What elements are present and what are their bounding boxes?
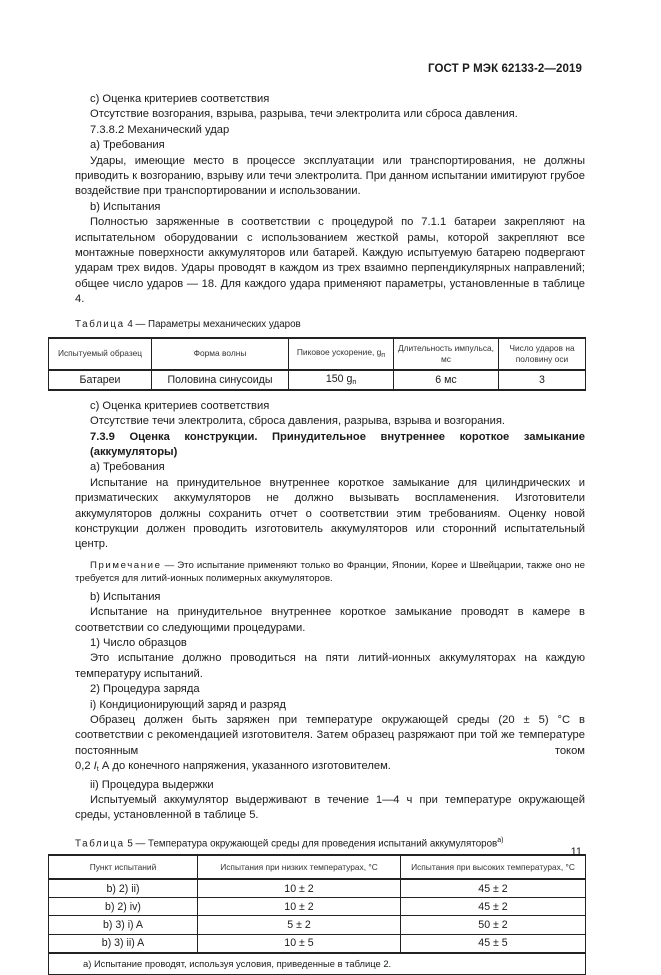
table-caption-label: Таблица (75, 838, 125, 850)
section-heading: 7.3.9 Оценка конструкции. Принудительное внутреннее короткое замыкание (аккумуляторы) (90, 430, 585, 458)
table-caption-label: Таблица (75, 318, 125, 330)
paragraph: Испытание на принудительное внутреннее короткое замыкание проводят в камере в соответствии со следующими процедурами. (75, 606, 585, 634)
table-cell: 45 ± 5 (401, 934, 586, 953)
table-row (49, 879, 586, 898)
paragraph: Отсутствие течи электролита, сброса давления, разрыва, взрыва и возгорания. (90, 415, 506, 428)
page-number: 11 (570, 846, 582, 858)
table4-caption (75, 318, 585, 331)
paragraph: 1) Число образцов (90, 636, 187, 649)
paragraph: c) Оценка критериев соответствия (90, 399, 270, 412)
paragraph: Удары, имеющие место в процессе эксплуатации или транспортирования, не должны приводить к возгоранию, взрыву или течи электролита. При данном испытании имитируют грубое воздействие при транспортировании и использовании. (75, 154, 585, 198)
paragraph: 2) Процедура заряда (90, 683, 200, 696)
paragraph: b) Испытания (90, 590, 161, 603)
table-header: Пункт испытаний (49, 855, 198, 879)
table-cell: Батареи (49, 370, 152, 390)
table-cell: 5 ± 2 (198, 916, 401, 934)
table-header: Испытуемый образец (49, 338, 152, 370)
paragraph: 0,2 $I_t$ А до конечного напряжения, указанного изготовителем. (75, 760, 391, 774)
table-cell: 150 $g_п$ (289, 370, 394, 390)
table-header: Испытания при низких температурах, °С (198, 855, 401, 879)
paragraph: Полностью заряженные в соответствии с процедурой по 7.1.1 батареи закрепляют на испытательном оборудовании с использованием жесткой рамы, которой закрепляют все монтажные поверхности аккумуляторов или батарей. Каждую испытуемую батарею подвергают ударам трех видов. Удары проводят в каждом из трех взаимно перпендикулярных направлений; общее число ударов — 18. Для каждого удара применяют параметры, установленные в таблице 4. (75, 216, 585, 306)
note (75, 559, 585, 585)
table-header: Длительность импульса, мс (394, 338, 499, 370)
table-cell: 10 ± 2 (198, 898, 401, 916)
paragraph: Отсутствие возгорания, взрыва, разрыва, течи электролита или сброса давления. (90, 108, 518, 121)
table-caption-text: 4 — Параметры механических ударов (124, 318, 301, 330)
paragraph: b) Испытания (90, 200, 161, 213)
paragraph: Испытуемый аккумулятор выдерживают в течение 1—4 ч при температуре окружающей среды, установленной в таблице 5. (75, 794, 585, 822)
document-code: ГОСТ Р МЭК 62133-2—2019 (428, 63, 582, 75)
table-header: Число ударов на половину оси (499, 338, 586, 370)
table-cell: 45 ± 2 (401, 879, 586, 898)
paragraph: Это испытание должно проводиться на пяти литий-ионных аккумуляторах на каждую температуру испытаний. (75, 652, 585, 680)
section-heading: 7.3.8.2 Механический удар (90, 123, 230, 136)
paragraph: c) Оценка критериев соответствия (90, 93, 270, 105)
table-4 (48, 337, 586, 391)
paragraph: Образец должен быть заряжен при температуре окружающей среды (20 ± 5) °С в соответствии с рекомендацией изготовителя. Затем образец разряжают при той же температуре постоянным током (75, 714, 585, 757)
table-5 (48, 854, 586, 975)
table-cell: 6 мс (394, 370, 499, 390)
paragraph: Испытание на принудительное внутреннее короткое замыкание для цилиндрических и призматических аккумуляторов не должно вызывать воспламенения. Изготовители аккумуляторов должны сохранить отчет о соответствии этим требованиям. Оценку новой конструкции должен проводить изготовитель аккумуляторов или сторонний испытательный центр. (75, 476, 585, 551)
table-cell: 50 ± 2 (401, 916, 586, 934)
table-header: Форма волны (152, 338, 289, 370)
page-content (57, 92, 585, 975)
table-cell: b) 2) iv) (49, 898, 198, 916)
table5-caption: Таблица 5 — Температура окружающей среды для проведения испытаний аккумуляторов$^{а)}$ (75, 836, 504, 850)
paragraph: ii) Процедура выдержки (90, 778, 214, 791)
table-row (49, 916, 586, 934)
note-label: Примечание (90, 559, 162, 571)
table-row (49, 898, 586, 916)
table-caption-text: 5 — Температура окружающей среды для проведения испытаний аккумуляторов (124, 838, 498, 850)
table-row (49, 934, 586, 953)
table-cell: Половина синусоиды (152, 370, 289, 390)
table-cell: b) 3) i) A (49, 916, 198, 934)
table-cell: 3 (499, 370, 586, 390)
table-cell: b) 3) ii) A (49, 934, 198, 953)
paragraph: i) Кондиционирующий заряд и разряд (90, 698, 286, 711)
table-cell: 10 ± 5 (198, 934, 401, 953)
paragraph: a) Требования (90, 139, 165, 152)
table-cell: 10 ± 2 (198, 879, 401, 898)
table-cell: 45 ± 2 (401, 898, 586, 916)
table-header: Пиковое ускорение, $g_п$ (289, 338, 394, 370)
table-footnote: а) Испытание проводят, используя условия, приведенные в таблице 2. (49, 953, 586, 975)
paragraph: a) Требования (90, 461, 165, 474)
table-cell: b) 2) ii) (49, 879, 198, 898)
note-text: — Это испытание применяют только во Франции, Японии, Корее и Швейцарии, также оно не требуется для литий-ионных полимерных аккумуляторов. (75, 559, 585, 584)
table-header: Испытания при высоких температурах, °С (401, 855, 586, 879)
